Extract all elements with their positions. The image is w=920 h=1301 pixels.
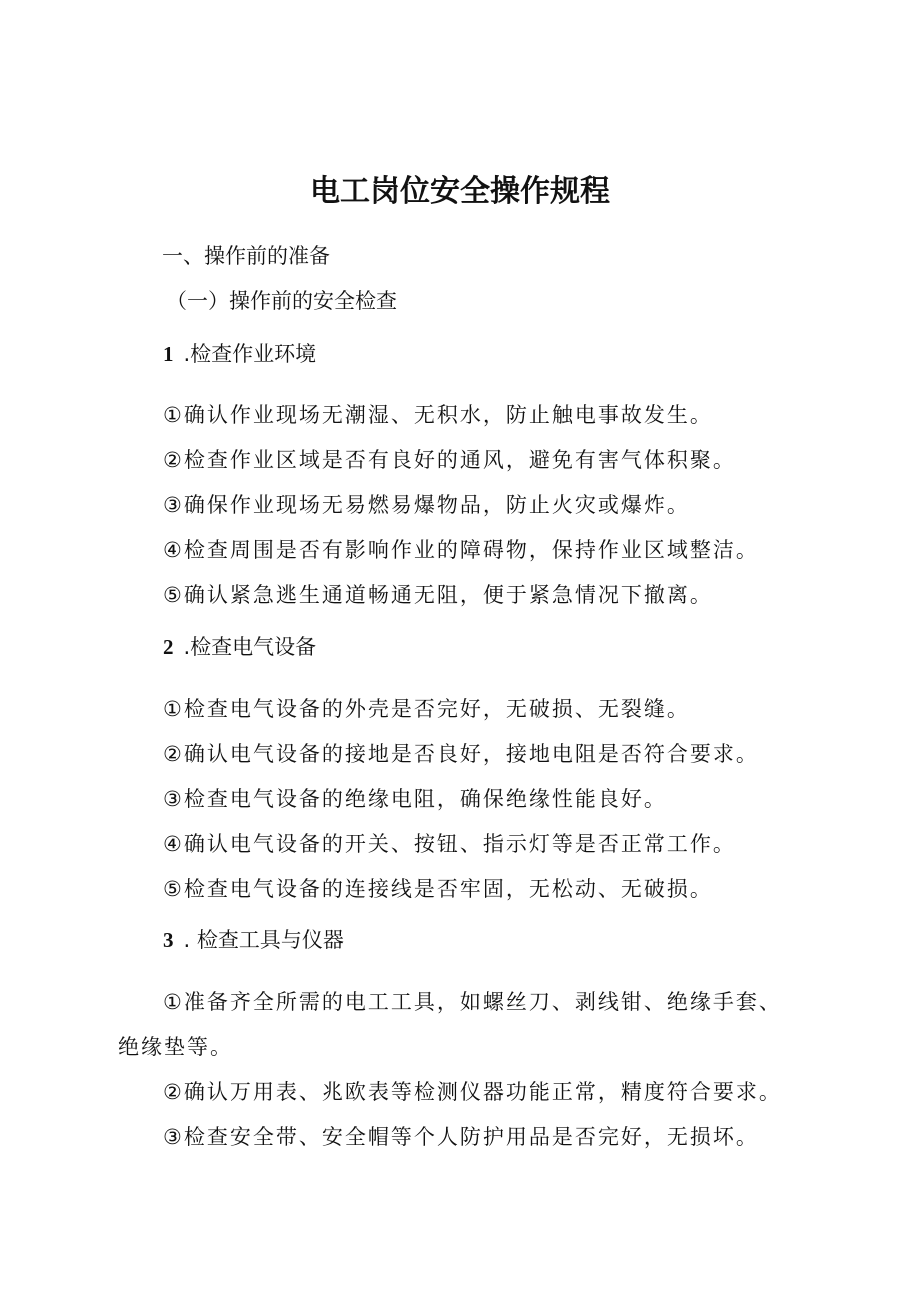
group-number: 3 [163, 928, 174, 952]
list-item: ①准备齐全所需的电工工具，如螺丝刀、剥线钳、绝缘手套、 [163, 990, 782, 1014]
list-item: ④确认电气设备的开关、按钮、指示灯等是否正常工作。 [163, 832, 736, 856]
list-item: ①检查电气设备的外壳是否完好，无破损、无裂缝。 [163, 697, 690, 721]
list-item-continuation: 绝缘垫等。 [118, 1035, 233, 1059]
list-item: ②检查作业区域是否有良好的通风，避免有害气体积聚。 [163, 448, 736, 472]
subsection-heading: （一）操作前的安全检查 [166, 289, 397, 313]
group-title: .检查电气设备 [183, 635, 317, 659]
list-item: ②确认万用表、兆欧表等检测仪器功能正常，精度符合要求。 [163, 1080, 782, 1104]
list-item: ③检查安全带、安全帽等个人防护用品是否完好，无损坏。 [163, 1125, 759, 1149]
list-item: ⑤确认紧急逃生通道畅通无阻，便于紧急情况下撤离。 [163, 583, 713, 607]
list-item: ①确认作业现场无潮湿、无积水，防止触电事故发生。 [163, 403, 713, 427]
group-title: .检查作业环境 [183, 342, 317, 366]
list-item: ③检查电气设备的绝缘电阻，确保绝缘性能良好。 [163, 787, 667, 811]
list-item: ③确保作业现场无易燃易爆物品，防止火灾或爆炸。 [163, 493, 690, 517]
group-heading [163, 632, 316, 662]
group-heading [163, 925, 344, 955]
list-item: ④检查周围是否有影响作业的障碍物，保持作业区域整洁。 [163, 538, 759, 562]
section-heading: 一、操作前的准备 [162, 244, 330, 268]
list-item: ②确认电气设备的接地是否良好，接地电阻是否符合要求。 [163, 742, 759, 766]
document-title: 电工岗位安全操作规程 [310, 174, 610, 209]
group-heading [163, 339, 316, 369]
group-title: . 检查工具与仪器 [183, 928, 344, 952]
group-number: 2 [163, 635, 174, 659]
list-item: ⑤检查电气设备的连接线是否牢固，无松动、无破损。 [163, 877, 713, 901]
group-number: 1 [163, 342, 174, 366]
